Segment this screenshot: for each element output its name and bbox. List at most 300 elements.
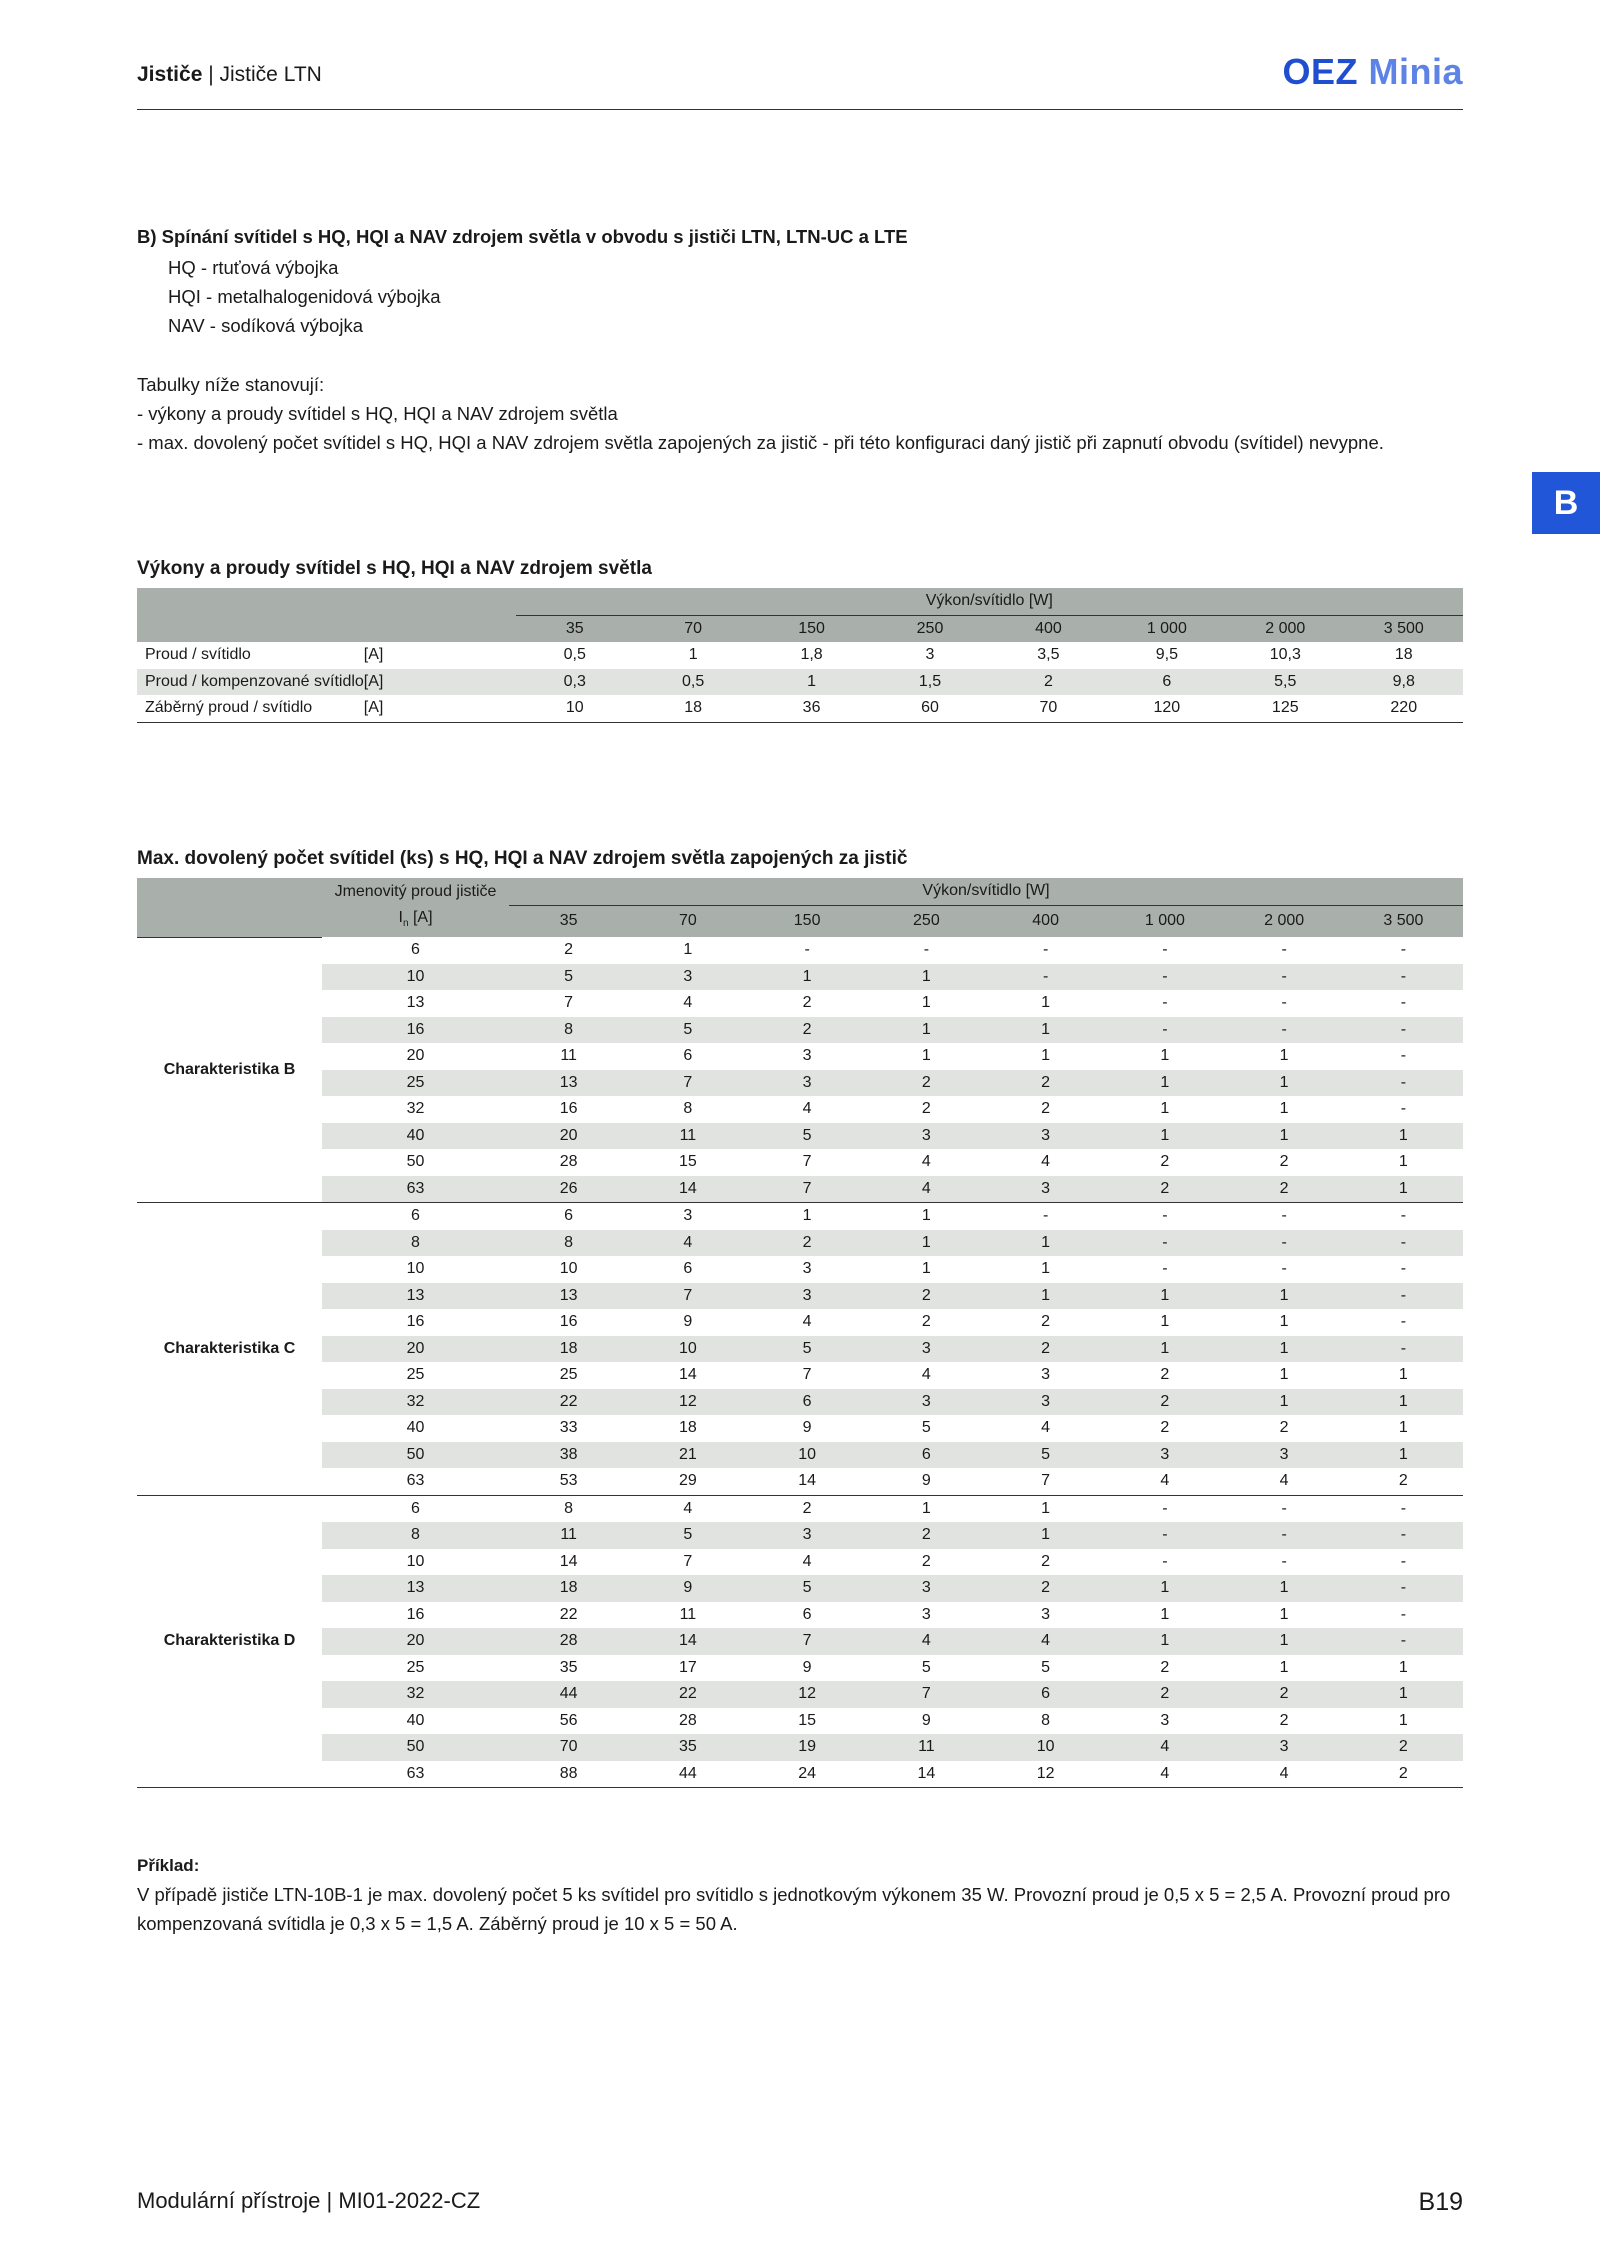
characteristic-label: Charakteristika B — [137, 937, 322, 1203]
table1-cell: 60 — [921, 699, 939, 717]
table2-cell: 35 — [559, 1658, 578, 1676]
example-text: V případě jističe LTN-10B-1 je max. dovolený počet 5 ks svítidel pro svítidlo s jednotkovým výkonem 35 W. Provozní proud je 0,5 x 5 = 2,5 A. Provozní proud pro kompenzovaná svítidla je 0,3 x 5 = 1,5 A. Záběrný proud je 10 x 5 = 50 A. — [137, 1884, 1451, 1934]
table2-cell: 7 — [628, 1070, 747, 1097]
table2-cell: 2 — [1279, 1153, 1289, 1171]
table2-cell: 44 — [678, 1764, 697, 1782]
table2-cell: 1 — [1279, 1313, 1289, 1331]
table2-cell: 7 — [628, 1283, 747, 1310]
rated-current-cell: 16 — [322, 1017, 509, 1044]
table2-cell: 29 — [678, 1472, 697, 1490]
table2-cell: 3 — [748, 1283, 867, 1310]
table2-cell: 2 — [1041, 1313, 1051, 1331]
table2-cell: 4 — [1279, 1472, 1289, 1490]
table2-cell: 5 — [986, 1442, 1105, 1469]
table2-cell: 11 — [679, 1605, 697, 1623]
intro-paragraph — [137, 370, 1384, 457]
table2-cell: 3 — [867, 1575, 986, 1602]
table2-cell: 14 — [628, 1176, 747, 1203]
table1-cell: 1 — [688, 646, 698, 664]
table2-cell: 6 — [867, 1442, 986, 1469]
table2-cell: 3 — [921, 1605, 931, 1623]
table2-header-row — [137, 878, 1463, 905]
rated-current-cell: 8 — [322, 1230, 509, 1257]
table2-cell: 3 — [1041, 1605, 1051, 1623]
table2-cell: 2 — [1160, 1366, 1170, 1384]
table2-cell: 22 — [509, 1389, 628, 1416]
table2-row — [137, 1389, 1463, 1416]
table2-cell: 6 — [683, 1047, 693, 1065]
table2-cell: 4 — [1105, 1734, 1224, 1761]
table2-cell: 4 — [628, 1495, 747, 1522]
table2-cell: 16 — [559, 1100, 578, 1118]
table2-cell: 1 — [1160, 1313, 1170, 1331]
table2-row — [137, 1468, 1463, 1495]
table2-row — [137, 1176, 1463, 1203]
table2-cell: 2 — [802, 994, 812, 1012]
table2-cell: 3 — [867, 1389, 986, 1416]
table2-row — [137, 1442, 1463, 1469]
table2-row — [137, 1708, 1463, 1735]
table2-cell: - — [1042, 941, 1049, 959]
table2-cell: 1 — [1398, 1153, 1408, 1171]
table2-cell: 2 — [867, 1070, 986, 1097]
table2-cell: 2 — [986, 1336, 1105, 1363]
table2-cell: 4 — [986, 1628, 1105, 1655]
table1-title: Výkony a proudy svítidel s HQ, HQI a NAV zdrojem světla — [137, 558, 652, 579]
rated-current-subscript: n — [402, 918, 409, 930]
table1-row-label: Záběrný proud / svítidlo — [145, 699, 313, 717]
rated-current-cell: 20 — [322, 1628, 509, 1655]
table2-cell: 6 — [748, 1389, 867, 1416]
table2-cell: 2 — [867, 1283, 986, 1310]
table2-column-header: 400 — [986, 905, 1105, 937]
table2-cell: 2 — [1041, 1100, 1051, 1118]
table2-cell: 3 — [802, 1047, 812, 1065]
table2-cell: 9 — [802, 1658, 812, 1676]
table2-column-row — [137, 905, 1463, 937]
table2-cell: 4 — [921, 1153, 931, 1171]
table2-cell: - — [986, 964, 1105, 991]
table2-cell: - — [1225, 1230, 1344, 1257]
table2-cell: 25 — [559, 1366, 578, 1384]
table2-cell: 5 — [921, 1658, 931, 1676]
rated-current-cell: 40 — [322, 1123, 509, 1150]
table2-title: Max. dovolený počet svítidel (ks) s HQ, HQI a NAV zdrojem světla zapojených za jistič — [137, 848, 908, 869]
table2-cell: 9 — [628, 1575, 747, 1602]
table2-cell: 1 — [867, 1017, 986, 1044]
rated-current-cell: 10 — [406, 1260, 425, 1278]
table2-cell: 9 — [683, 1313, 693, 1331]
table2-cell: - — [1105, 1203, 1224, 1230]
table2-row — [137, 1415, 1463, 1442]
table2-cell: 1 — [1279, 1658, 1289, 1676]
table2-cell: 11 — [509, 1522, 628, 1549]
table2-cell: 1 — [1279, 1100, 1289, 1118]
table1-row-label: Proud / svítidlo — [145, 646, 251, 664]
lamp-type-item: NAV - sodíková výbojka — [168, 315, 364, 336]
table2-cell: 1 — [1344, 1442, 1463, 1469]
table2-cell: 1 — [1225, 1283, 1344, 1310]
rated-current-header: Jmenovitý proud jističe — [322, 878, 509, 905]
table1-header-row — [137, 588, 1463, 615]
table2-cell: 3 — [986, 1389, 1105, 1416]
table1-group-header: Výkon/svítidlo [W] — [516, 588, 1463, 615]
rated-current-cell: 63 — [322, 1176, 509, 1203]
rated-current-cell: 13 — [322, 1575, 509, 1602]
table2-cell: 2 — [1279, 1711, 1289, 1729]
table2-row — [137, 1230, 1463, 1257]
table2-cell: 9 — [802, 1419, 812, 1437]
table2-cell: 88 — [559, 1764, 578, 1782]
rated-current-cell: 25 — [322, 1070, 509, 1097]
table2-cell: 1 — [1105, 1283, 1224, 1310]
table2-cell: 12 — [1036, 1764, 1055, 1782]
table2-cell: 18 — [509, 1336, 628, 1363]
table2-cell: 4 — [628, 1230, 747, 1257]
rated-current-cell: 40 — [406, 1711, 425, 1729]
table2-cell: 1 — [1398, 1419, 1408, 1437]
table2-column-header: 35 — [509, 905, 628, 937]
table2-cell: - — [804, 941, 810, 959]
table2-cell: - — [1344, 1203, 1463, 1230]
characteristic-label: Charakteristika D — [137, 1495, 322, 1788]
table2-cell: 2 — [921, 1313, 931, 1331]
table2-cell: 2 — [1160, 1658, 1170, 1676]
table2-cell: 1 — [867, 964, 986, 991]
table2-cell: - — [1400, 941, 1407, 959]
table2-cell: 2 — [564, 941, 574, 959]
table2-cell: 1 — [1160, 1100, 1170, 1118]
table2-cell: 1 — [1398, 1658, 1408, 1676]
table2-cell: 1 — [986, 1522, 1105, 1549]
table2-cell: 2 — [748, 1495, 867, 1522]
table1-row-unit: [A] — [363, 699, 384, 717]
table2-cell: 4 — [867, 1176, 986, 1203]
table2-column-header: 2 000 — [1225, 905, 1344, 937]
table1-header-blank — [137, 588, 516, 642]
table2-cell: 8 — [509, 1017, 628, 1044]
table2-cell: - — [1400, 1605, 1407, 1623]
table1-cell: 220 — [1390, 699, 1418, 717]
table1-row — [137, 695, 1463, 722]
table1-column-header: 2 000 — [1226, 615, 1344, 642]
table2-cell: 2 — [1398, 1764, 1408, 1782]
table2-cell: 12 — [628, 1389, 747, 1416]
table2-cell: - — [1162, 941, 1168, 959]
rated-current-cell: 8 — [322, 1522, 509, 1549]
table2-cell: 2 — [921, 1100, 931, 1118]
rated-current-symbol: I — [398, 909, 403, 926]
table2-cell: 4 — [1279, 1764, 1289, 1782]
table2-cell: 1 — [1105, 1336, 1224, 1363]
table2-cell: - — [1344, 1336, 1463, 1363]
table2-cell: 1 — [1344, 1681, 1463, 1708]
table2-cell: 3 — [1160, 1711, 1170, 1729]
rated-current-cell: 13 — [406, 994, 425, 1012]
table2-row — [137, 964, 1463, 991]
table2-group-header: Výkon/svítidlo [W] — [509, 878, 1463, 905]
table1-cell: 6 — [1108, 669, 1226, 696]
table2-cell: - — [1225, 1495, 1344, 1522]
table2-cell: 6 — [683, 1260, 693, 1278]
table1-row — [137, 669, 1463, 696]
table2-column-header: 250 — [867, 905, 986, 937]
table2-cell: 19 — [748, 1734, 867, 1761]
table2-cell: - — [1162, 994, 1168, 1012]
table2-cell: 2 — [748, 1017, 867, 1044]
table2-cell: 3 — [748, 1070, 867, 1097]
intro-heading: B) Spínání svítidel s HQ, HQI a NAV zdrojem světla v obvodu s jističi LTN, LTN-UC a LTE — [137, 226, 908, 247]
table2-row — [137, 1681, 1463, 1708]
table2-row — [137, 1203, 1463, 1230]
table2-cell: 1 — [867, 1495, 986, 1522]
table2-cell: 14 — [917, 1764, 936, 1782]
table2-cell: - — [1281, 1552, 1287, 1570]
table2-cell: 1 — [1225, 1070, 1344, 1097]
table2-cell: 2 — [1160, 1419, 1170, 1437]
rated-current-cell: 63 — [406, 1472, 425, 1490]
table2-cell: 17 — [678, 1658, 697, 1676]
table2-cell: 5 — [748, 1336, 867, 1363]
table1-cell: 1,5 — [871, 669, 989, 696]
table2-row — [137, 1283, 1463, 1310]
table2-cell: 3 — [1225, 1734, 1344, 1761]
table2-row — [137, 1495, 1463, 1522]
table1-cell: 120 — [1153, 699, 1181, 717]
table1-column-header: 250 — [871, 615, 989, 642]
table2-cell: 2 — [986, 1575, 1105, 1602]
table1-column-header: 3 500 — [1345, 615, 1464, 642]
table2-cell: 14 — [678, 1366, 697, 1384]
table2-cell: 2 — [1344, 1734, 1463, 1761]
table2-cell: 1 — [1105, 1575, 1224, 1602]
lamp-type-list — [168, 253, 441, 340]
table2-cell: 1 — [1225, 1123, 1344, 1150]
table2-cell: 20 — [509, 1123, 628, 1150]
table2-cell: 2 — [1041, 1552, 1051, 1570]
table2-cell: 1 — [1225, 1389, 1344, 1416]
table2-cell: 14 — [559, 1552, 578, 1570]
rated-current-cell: 20 — [322, 1336, 509, 1363]
table1-spacer — [434, 695, 516, 722]
table2-cell: 5 — [748, 1123, 867, 1150]
rated-current-unit-text: [A] — [408, 909, 433, 926]
table2-cell: 1 — [683, 941, 693, 959]
table2-cell: 4 — [1041, 1419, 1051, 1437]
table2-cell: 26 — [509, 1176, 628, 1203]
table2-cell: 3 — [628, 1203, 747, 1230]
table2-cell: 4 — [802, 1552, 812, 1570]
table2-cell: 4 — [1041, 1153, 1051, 1171]
table2-cell: 15 — [678, 1153, 697, 1171]
table2-cell: 13 — [509, 1070, 628, 1097]
table2-cell: 1 — [986, 1283, 1105, 1310]
table2-cell: 22 — [559, 1605, 578, 1623]
table2-row — [137, 1256, 1463, 1283]
table1-row-unit: [A] — [363, 646, 384, 664]
rated-current-cell: 50 — [322, 1442, 509, 1469]
table1-cell: 3 — [925, 646, 935, 664]
table1-cell: 10,3 — [1269, 646, 1301, 664]
table2-cell: 3 — [748, 1522, 867, 1549]
table2-cell: - — [1344, 1230, 1463, 1257]
table2-cell: 24 — [798, 1764, 817, 1782]
table2-row — [137, 990, 1463, 1017]
table2-cell: 8 — [683, 1100, 693, 1118]
table2-cell: 15 — [798, 1711, 817, 1729]
table2-column-header: 3 500 — [1344, 905, 1463, 937]
table2-cell: 2 — [1398, 1472, 1408, 1490]
table2-cell: - — [1105, 1017, 1224, 1044]
table2-cell: 1 — [921, 994, 931, 1012]
intro-line: Tabulky níže stanovují: — [137, 374, 325, 395]
table2-cell: 35 — [628, 1734, 747, 1761]
table2-header-blank — [137, 878, 322, 905]
table2-cell: 12 — [748, 1681, 867, 1708]
table2-cell: 18 — [678, 1419, 697, 1437]
header-subsection: Jističe LTN — [219, 63, 322, 86]
table2-cell: - — [1400, 1552, 1407, 1570]
rated-current-cell: 50 — [406, 1153, 425, 1171]
table2-cell: 5 — [628, 1522, 747, 1549]
table2-cell: 2 — [1225, 1681, 1344, 1708]
table2-cell: - — [1400, 1047, 1407, 1065]
table2-row — [137, 1549, 1463, 1576]
table2-cell: 1 — [1344, 1123, 1463, 1150]
table2-cell: 2 — [1105, 1681, 1224, 1708]
table2-row — [137, 1575, 1463, 1602]
table2-cell: 13 — [509, 1283, 628, 1310]
table2-cell: - — [1344, 1628, 1463, 1655]
table2-cell: 1 — [1041, 1260, 1051, 1278]
table1-cell: 1 — [752, 669, 870, 696]
table1-cell: 2 — [989, 669, 1107, 696]
table2-cell: 3 — [628, 964, 747, 991]
rated-current-cell: 10 — [322, 964, 509, 991]
table2-cell: 3 — [986, 1176, 1105, 1203]
table2-cell: 2 — [867, 1522, 986, 1549]
table2-cell: 2 — [1160, 1153, 1170, 1171]
table1-cell: 5,5 — [1226, 669, 1344, 696]
table2-cell: - — [1162, 1260, 1168, 1278]
table1-row-label: Proud / kompenzované svítidlo — [137, 669, 364, 696]
table2-cell: 7 — [802, 1153, 812, 1171]
lamp-type-item: HQI - metalhalogenidová výbojka — [168, 286, 441, 307]
table2-cell: 7 — [748, 1176, 867, 1203]
table2-cell: 7 — [564, 994, 574, 1012]
table2-cell: 53 — [559, 1472, 578, 1490]
table2-cell: - — [1344, 1283, 1463, 1310]
table2-cell: 3 — [1225, 1442, 1344, 1469]
table2-column-header: 70 — [628, 905, 747, 937]
table2-cell: 11 — [628, 1123, 747, 1150]
table2-cell: - — [1105, 1230, 1224, 1257]
table2-row — [137, 1336, 1463, 1363]
characteristic-label: Charakteristika C — [137, 1203, 322, 1496]
rated-current-cell: 6 — [322, 1203, 509, 1230]
footer-publication: Modulární přístroje | MI01-2022-CZ — [137, 2188, 481, 2213]
intro-line: - výkony a proudy svítidel s HQ, HQI a NAV zdrojem světla — [137, 403, 618, 424]
table2-cell: 4 — [867, 1628, 986, 1655]
table2-cell: 7 — [683, 1552, 693, 1570]
table2-cell: 9 — [921, 1472, 931, 1490]
table2-row — [137, 1149, 1463, 1176]
table2-cell: 3 — [867, 1336, 986, 1363]
rated-current-cell: 13 — [322, 1283, 509, 1310]
table2-cell: 1 — [1279, 1366, 1289, 1384]
table2-cell: 28 — [509, 1628, 628, 1655]
table2-cell: 5 — [1041, 1658, 1051, 1676]
table2-cell: - — [986, 1203, 1105, 1230]
table2-cell: 3 — [1105, 1442, 1224, 1469]
table2-cell: 1 — [1160, 1047, 1170, 1065]
table1-column-header: 1 000 — [1108, 615, 1226, 642]
rated-current-cell: 10 — [406, 1552, 425, 1570]
table2-row — [137, 1362, 1463, 1389]
table2-cell: - — [1105, 1495, 1224, 1522]
table2-cell: 14 — [798, 1472, 817, 1490]
table2-cell: 5 — [921, 1419, 931, 1437]
table2-cell: - — [1344, 1017, 1463, 1044]
table2-cell: 1 — [1105, 1123, 1224, 1150]
table2-cell: - — [1344, 1495, 1463, 1522]
page-number: B19 — [1418, 2188, 1463, 2216]
table1-cell: 10 — [565, 699, 584, 717]
table1-cell: 125 — [1271, 699, 1299, 717]
table2-cell: 1 — [986, 1230, 1105, 1257]
table2-cell: 8 — [509, 1495, 628, 1522]
table2-cell: 3 — [867, 1123, 986, 1150]
table2-row — [137, 1628, 1463, 1655]
table2-cell: 5 — [628, 1017, 747, 1044]
table2-cell: 1 — [1160, 1605, 1170, 1623]
table2-cell: 6 — [986, 1681, 1105, 1708]
rated-current-cell: 20 — [406, 1047, 425, 1065]
table2-header-blank — [137, 905, 322, 937]
table2-row — [137, 1734, 1463, 1761]
table2-row — [137, 1761, 1463, 1788]
table2-cell: - — [1225, 964, 1344, 991]
table2-cell: 1 — [1225, 1575, 1344, 1602]
table2-cell: 7 — [867, 1681, 986, 1708]
table1-column-header: 150 — [752, 615, 870, 642]
table1-cell: 18 — [1394, 646, 1413, 664]
table2-cell: - — [1105, 964, 1224, 991]
table2-cell: - — [1162, 1552, 1168, 1570]
table2-cell: 1 — [1398, 1366, 1408, 1384]
table2-row — [137, 1655, 1463, 1682]
rated-current-cell: 40 — [406, 1419, 425, 1437]
table2-cell: 1 — [986, 1017, 1105, 1044]
table2-cell: 8 — [1041, 1711, 1051, 1729]
table1-column-header: 35 — [516, 615, 634, 642]
table2-cell: 8 — [509, 1230, 628, 1257]
rated-current-cell: 16 — [406, 1605, 425, 1623]
table2-cell: 10 — [986, 1734, 1105, 1761]
table1-cell: 9,8 — [1345, 669, 1464, 696]
rated-current-cell: 25 — [406, 1366, 425, 1384]
table1-column-header: 70 — [634, 615, 752, 642]
rated-current-unit — [322, 905, 509, 937]
rated-current-cell: 32 — [322, 1389, 509, 1416]
logo-brand: OEZ — [1282, 51, 1358, 92]
table2-cell: - — [1225, 1522, 1344, 1549]
table2-cell: 4 — [921, 1366, 931, 1384]
table1-cell: 0,5 — [634, 669, 752, 696]
table2-cell: - — [1225, 1203, 1344, 1230]
section-tab: B — [1532, 472, 1600, 534]
table1-row-unit: [A] — [364, 669, 434, 696]
